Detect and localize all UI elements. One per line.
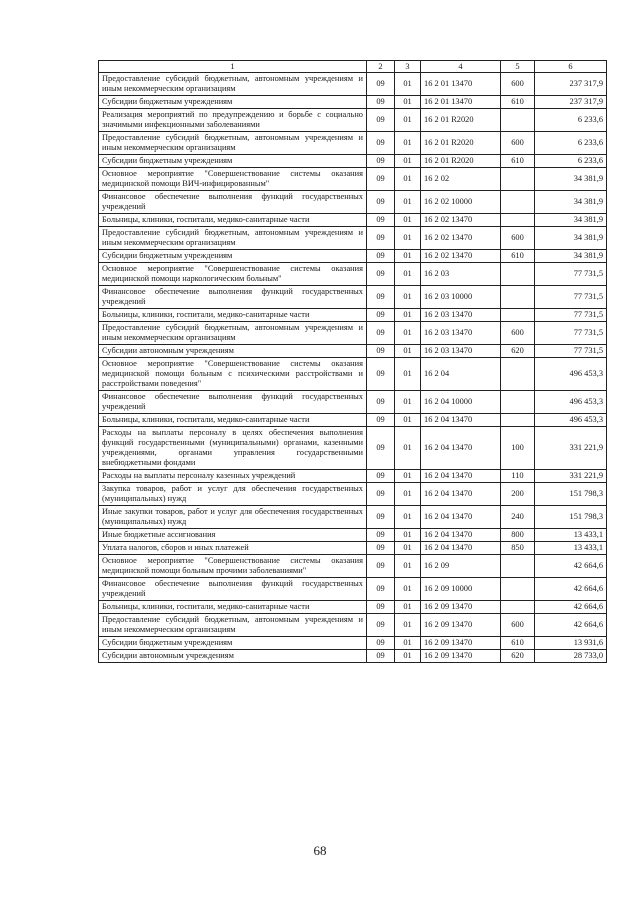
row-section-cell: 09 — [367, 529, 395, 542]
table-row — [99, 286, 607, 309]
row-name-cell: Финансовое обеспечение выполнения функций государственных учреждений — [99, 578, 367, 601]
row-name-cell: Субсидии бюджетным учреждениям — [99, 637, 367, 650]
row-subsection-cell: 01 — [395, 470, 421, 483]
row-name-cell: Основное мероприятие "Совершенствование системы оказания медицинской помощи ВИЧ-инфицированным" — [99, 168, 367, 191]
row-section-cell: 09 — [367, 345, 395, 358]
table-row — [99, 637, 607, 650]
table-row — [99, 601, 607, 614]
row-name-cell: Больницы, клиники, госпитали, медико-санитарные части — [99, 309, 367, 322]
row-expense-type-cell: 610 — [501, 96, 535, 109]
row-section-cell: 09 — [367, 309, 395, 322]
row-subsection-cell: 01 — [395, 286, 421, 309]
row-expense-type-cell: 200 — [501, 483, 535, 506]
row-expense-type-cell: 610 — [501, 250, 535, 263]
row-subsection-cell: 01 — [395, 263, 421, 286]
row-amount-cell: 13 433,1 — [535, 529, 607, 542]
row-name-cell: Больницы, клиники, госпитали, медико-санитарные части — [99, 214, 367, 227]
row-section-cell: 09 — [367, 132, 395, 155]
row-expense-type-cell — [501, 391, 535, 414]
row-subsection-cell: 01 — [395, 650, 421, 663]
row-amount-cell: 42 664,6 — [535, 601, 607, 614]
table-row — [99, 345, 607, 358]
row-name-cell: Основное мероприятие "Совершенствование системы оказания медицинской помощи наркологическим больным" — [99, 263, 367, 286]
row-subsection-cell: 01 — [395, 391, 421, 414]
row-expense-type-cell — [501, 309, 535, 322]
row-name-cell: Субсидии бюджетным учреждениям — [99, 155, 367, 168]
row-subsection-cell: 01 — [395, 96, 421, 109]
row-amount-cell: 6 233,6 — [535, 155, 607, 168]
row-section-cell: 09 — [367, 483, 395, 506]
row-subsection-cell: 01 — [395, 250, 421, 263]
table-row — [99, 155, 607, 168]
row-target-article-cell: 16 2 09 13470 — [421, 614, 501, 637]
row-amount-cell: 496 453,3 — [535, 358, 607, 391]
row-expense-type-cell — [501, 263, 535, 286]
row-target-article-cell: 16 2 04 13470 — [421, 427, 501, 470]
row-subsection-cell: 01 — [395, 132, 421, 155]
row-subsection-cell: 01 — [395, 555, 421, 578]
row-amount-cell: 34 381,9 — [535, 227, 607, 250]
row-target-article-cell: 16 2 02 13470 — [421, 214, 501, 227]
table-row — [99, 578, 607, 601]
row-expense-type-cell: 610 — [501, 155, 535, 168]
row-expense-type-cell — [501, 191, 535, 214]
row-amount-cell: 151 798,3 — [535, 483, 607, 506]
row-expense-type-cell: 110 — [501, 470, 535, 483]
row-section-cell: 09 — [367, 637, 395, 650]
row-target-article-cell: 16 2 09 13470 — [421, 601, 501, 614]
row-section-cell: 09 — [367, 391, 395, 414]
table-row — [99, 614, 607, 637]
table-row — [99, 483, 607, 506]
row-subsection-cell: 01 — [395, 109, 421, 132]
table-row — [99, 227, 607, 250]
row-name-cell: Субсидии бюджетным учреждениям — [99, 250, 367, 263]
row-expense-type-cell: 600 — [501, 73, 535, 96]
table-row — [99, 542, 607, 555]
row-target-article-cell: 16 2 03 13470 — [421, 345, 501, 358]
row-name-cell: Уплата налогов, сборов и иных платежей — [99, 542, 367, 555]
row-subsection-cell: 01 — [395, 483, 421, 506]
table-row — [99, 470, 607, 483]
budget-table — [98, 60, 607, 663]
row-expense-type-cell: 600 — [501, 132, 535, 155]
row-subsection-cell: 01 — [395, 506, 421, 529]
row-expense-type-cell: 100 — [501, 427, 535, 470]
row-amount-cell: 6 233,6 — [535, 109, 607, 132]
table-row — [99, 168, 607, 191]
row-section-cell: 09 — [367, 214, 395, 227]
table-row — [99, 214, 607, 227]
row-amount-cell: 331 221,9 — [535, 427, 607, 470]
row-subsection-cell: 01 — [395, 578, 421, 601]
row-subsection-cell: 01 — [395, 614, 421, 637]
row-name-cell: Иные закупки товаров, работ и услуг для обеспечения государственных (муниципальных) нужд — [99, 506, 367, 529]
row-section-cell: 09 — [367, 358, 395, 391]
table-body — [99, 73, 607, 663]
row-subsection-cell: 01 — [395, 214, 421, 227]
table-header — [99, 61, 607, 73]
row-expense-type-cell — [501, 109, 535, 132]
row-target-article-cell: 16 2 02 — [421, 168, 501, 191]
table-row — [99, 427, 607, 470]
row-expense-type-cell — [501, 214, 535, 227]
row-amount-cell: 151 798,3 — [535, 506, 607, 529]
row-subsection-cell: 01 — [395, 309, 421, 322]
row-expense-type-cell — [501, 601, 535, 614]
row-subsection-cell: 01 — [395, 414, 421, 427]
row-name-cell: Предоставление субсидий бюджетным, автономным учреждениям и иным некоммерческим организациям — [99, 73, 367, 96]
table-row — [99, 191, 607, 214]
row-target-article-cell: 16 2 03 10000 — [421, 286, 501, 309]
row-name-cell: Основное мероприятие "Совершенствование системы оказания медицинской помощи больным с психическими расстройствами и расстройствами поведения" — [99, 358, 367, 391]
row-section-cell: 09 — [367, 614, 395, 637]
header-col-amount: 6 — [535, 61, 607, 73]
row-name-cell: Предоставление субсидий бюджетным, автономным учреждениям и иным некоммерческим организациям — [99, 132, 367, 155]
row-section-cell: 09 — [367, 542, 395, 555]
row-target-article-cell: 16 2 01 R2020 — [421, 132, 501, 155]
row-expense-type-cell: 600 — [501, 614, 535, 637]
row-name-cell: Реализация мероприятий по предупреждению и борьбе с социально значимыми инфекционными заболеваниями — [99, 109, 367, 132]
table-row — [99, 132, 607, 155]
row-expense-type-cell: 240 — [501, 506, 535, 529]
row-expense-type-cell — [501, 168, 535, 191]
table-row — [99, 73, 607, 96]
row-amount-cell: 42 664,6 — [535, 578, 607, 601]
table-row — [99, 309, 607, 322]
row-target-article-cell: 16 2 02 13470 — [421, 250, 501, 263]
row-target-article-cell: 16 2 04 13470 — [421, 542, 501, 555]
row-target-article-cell: 16 2 01 13470 — [421, 73, 501, 96]
row-subsection-cell: 01 — [395, 358, 421, 391]
header-col-name: 1 — [99, 61, 367, 73]
row-name-cell: Расходы на выплаты персоналу в целях обеспечения выполнения функций государственными (муниципальными) органами, казенными учреждениями, органами управления государственными внебюджетными фондами — [99, 427, 367, 470]
row-expense-type-cell: 850 — [501, 542, 535, 555]
row-expense-type-cell: 600 — [501, 227, 535, 250]
table-row — [99, 322, 607, 345]
row-section-cell: 09 — [367, 73, 395, 96]
row-name-cell: Иные бюджетные ассигнования — [99, 529, 367, 542]
row-target-article-cell: 16 2 04 13470 — [421, 483, 501, 506]
row-subsection-cell: 01 — [395, 345, 421, 358]
row-section-cell: 09 — [367, 427, 395, 470]
table-row — [99, 650, 607, 663]
table-row — [99, 263, 607, 286]
row-section-cell: 09 — [367, 650, 395, 663]
row-target-article-cell: 16 2 02 10000 — [421, 191, 501, 214]
row-amount-cell: 28 733,0 — [535, 650, 607, 663]
row-subsection-cell: 01 — [395, 227, 421, 250]
table-row — [99, 250, 607, 263]
row-amount-cell: 13 433,1 — [535, 542, 607, 555]
header-col-subsection: 3 — [395, 61, 421, 73]
row-name-cell: Предоставление субсидий бюджетным, автономным учреждениям и иным некоммерческим организациям — [99, 614, 367, 637]
row-expense-type-cell — [501, 578, 535, 601]
page-number: 68 — [313, 843, 327, 858]
row-subsection-cell: 01 — [395, 168, 421, 191]
row-amount-cell: 34 381,9 — [535, 214, 607, 227]
table-row — [99, 529, 607, 542]
row-amount-cell: 42 664,6 — [535, 614, 607, 637]
row-target-article-cell: 16 2 03 — [421, 263, 501, 286]
row-section-cell: 09 — [367, 109, 395, 132]
row-name-cell: Субсидии автономным учреждениям — [99, 650, 367, 663]
row-expense-type-cell — [501, 286, 535, 309]
row-target-article-cell: 16 2 03 13470 — [421, 322, 501, 345]
row-subsection-cell: 01 — [395, 542, 421, 555]
row-subsection-cell: 01 — [395, 155, 421, 168]
table-row — [99, 109, 607, 132]
row-amount-cell: 77 731,5 — [535, 286, 607, 309]
row-section-cell: 09 — [367, 506, 395, 529]
table-row — [99, 96, 607, 109]
row-target-article-cell: 16 2 09 — [421, 555, 501, 578]
row-section-cell: 09 — [367, 191, 395, 214]
row-amount-cell: 496 453,3 — [535, 391, 607, 414]
row-expense-type-cell: 600 — [501, 322, 535, 345]
row-amount-cell: 77 731,5 — [535, 309, 607, 322]
table-row — [99, 414, 607, 427]
row-amount-cell: 42 664,6 — [535, 555, 607, 578]
row-amount-cell: 34 381,9 — [535, 191, 607, 214]
row-expense-type-cell: 620 — [501, 650, 535, 663]
row-amount-cell: 237 317,9 — [535, 96, 607, 109]
row-expense-type-cell — [501, 358, 535, 391]
row-name-cell: Предоставление субсидий бюджетным, автономным учреждениям и иным некоммерческим организациям — [99, 227, 367, 250]
row-amount-cell: 496 453,3 — [535, 414, 607, 427]
header-col-target-article: 4 — [421, 61, 501, 73]
table-row — [99, 358, 607, 391]
row-section-cell: 09 — [367, 322, 395, 345]
row-section-cell: 09 — [367, 578, 395, 601]
header-col-expense-type: 5 — [501, 61, 535, 73]
row-section-cell: 09 — [367, 470, 395, 483]
row-expense-type-cell: 800 — [501, 529, 535, 542]
table-row — [99, 506, 607, 529]
row-target-article-cell: 16 2 01 13470 — [421, 96, 501, 109]
row-amount-cell: 77 731,5 — [535, 263, 607, 286]
table-row — [99, 555, 607, 578]
row-target-article-cell: 16 2 03 13470 — [421, 309, 501, 322]
row-name-cell: Предоставление субсидий бюджетным, автономным учреждениям и иным некоммерческим организациям — [99, 322, 367, 345]
row-subsection-cell: 01 — [395, 637, 421, 650]
row-target-article-cell: 16 2 04 13470 — [421, 529, 501, 542]
row-subsection-cell: 01 — [395, 529, 421, 542]
row-target-article-cell: 16 2 02 13470 — [421, 227, 501, 250]
row-amount-cell: 34 381,9 — [535, 250, 607, 263]
row-name-cell: Расходы на выплаты персоналу казенных учреждений — [99, 470, 367, 483]
row-target-article-cell: 16 2 04 13470 — [421, 470, 501, 483]
row-amount-cell: 77 731,5 — [535, 345, 607, 358]
row-name-cell: Больницы, клиники, госпитали, медико-санитарные части — [99, 601, 367, 614]
row-section-cell: 09 — [367, 286, 395, 309]
row-name-cell: Финансовое обеспечение выполнения функций государственных учреждений — [99, 391, 367, 414]
row-section-cell: 09 — [367, 263, 395, 286]
row-target-article-cell: 16 2 04 — [421, 358, 501, 391]
row-subsection-cell: 01 — [395, 191, 421, 214]
row-amount-cell: 13 931,6 — [535, 637, 607, 650]
row-subsection-cell: 01 — [395, 73, 421, 96]
row-expense-type-cell: 610 — [501, 637, 535, 650]
row-section-cell: 09 — [367, 168, 395, 191]
row-name-cell: Основное мероприятие "Совершенствование системы оказания медицинской помощи больным прочими заболеваниями" — [99, 555, 367, 578]
row-amount-cell: 6 233,6 — [535, 132, 607, 155]
row-amount-cell: 237 317,9 — [535, 73, 607, 96]
row-section-cell: 09 — [367, 601, 395, 614]
row-target-article-cell: 16 2 01 R2020 — [421, 109, 501, 132]
row-section-cell: 09 — [367, 96, 395, 109]
row-name-cell: Закупка товаров, работ и услуг для обеспечения государственных (муниципальных) нужд — [99, 483, 367, 506]
row-section-cell: 09 — [367, 414, 395, 427]
row-target-article-cell: 16 2 09 10000 — [421, 578, 501, 601]
row-expense-type-cell: 620 — [501, 345, 535, 358]
row-name-cell: Субсидии автономным учреждениям — [99, 345, 367, 358]
row-name-cell: Финансовое обеспечение выполнения функций государственных учреждений — [99, 286, 367, 309]
row-target-article-cell: 16 2 01 R2020 — [421, 155, 501, 168]
row-amount-cell: 331 221,9 — [535, 470, 607, 483]
row-target-article-cell: 16 2 04 13470 — [421, 506, 501, 529]
row-amount-cell: 34 381,9 — [535, 168, 607, 191]
row-amount-cell: 77 731,5 — [535, 322, 607, 345]
header-col-section: 2 — [367, 61, 395, 73]
row-expense-type-cell — [501, 414, 535, 427]
row-section-cell: 09 — [367, 155, 395, 168]
row-target-article-cell: 16 2 04 10000 — [421, 391, 501, 414]
row-subsection-cell: 01 — [395, 601, 421, 614]
row-expense-type-cell — [501, 555, 535, 578]
row-name-cell: Субсидии бюджетным учреждениям — [99, 96, 367, 109]
row-name-cell: Финансовое обеспечение выполнения функций государственных учреждений — [99, 191, 367, 214]
row-section-cell: 09 — [367, 227, 395, 250]
table-row — [99, 391, 607, 414]
row-target-article-cell: 16 2 04 13470 — [421, 414, 501, 427]
row-name-cell: Больницы, клиники, госпитали, медико-санитарные части — [99, 414, 367, 427]
row-target-article-cell: 16 2 09 13470 — [421, 650, 501, 663]
row-subsection-cell: 01 — [395, 322, 421, 345]
row-subsection-cell: 01 — [395, 427, 421, 470]
row-section-cell: 09 — [367, 250, 395, 263]
row-target-article-cell: 16 2 09 13470 — [421, 637, 501, 650]
header-row — [99, 61, 607, 73]
row-section-cell: 09 — [367, 555, 395, 578]
